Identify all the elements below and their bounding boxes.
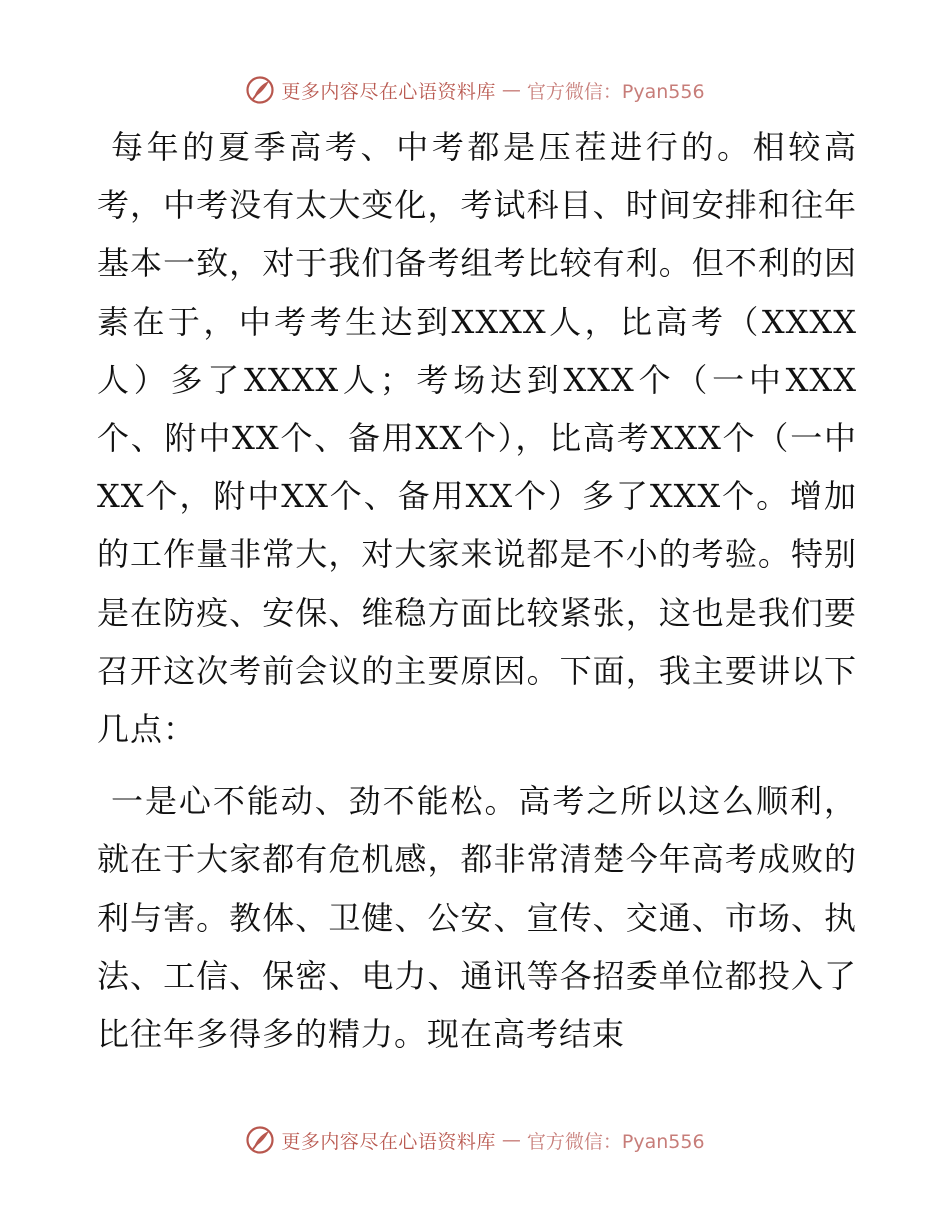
header-brand [245,75,704,105]
quill-pen-logo-icon [245,1125,275,1155]
paragraph-1: 每年的夏季高考、中考都是压茬进行的。相较高考，中考没有太大变化，考试科目、时间安排和往年基本一致，对于我们备考组考比较有利。但不利的因素在于，中考考生达到XXXX人，比高考（XXXX人）多了XXXX人；考场达到XXX个（一中XXX个、附中XX个、备用XX个），比高考XXX个（一中XX个，附中XX个、备用XX个）多了XXX个。增加的工作量非常大，对大家来说都是不小的考验。特别是在防疫、安保、维稳方面比较紧张，这也是我们要召开这次考前会议的主要原因。下面，我主要讲以下几点： [97,128,857,749]
document-body [97,118,857,1063]
brand-dash: — [501,79,521,101]
footer-brand [245,1125,704,1155]
brand-text: 更多内容尽在心语资料库 [281,1130,496,1153]
paragraph-2: 一是心不能动、劲不能松。高考之所以这么顺利，就在于大家都有危机感，都非常清楚今年高考成败的利与害。教体、卫健、公安、宣传、交通、市场、执法、工信、保密、电力、通讯等各招委单位都投入了比往年多得多的精力。现在高考结束 [97,782,857,1054]
page-header [0,70,950,110]
wechat-id: 官方微信：Pyan556 [526,80,705,103]
wechat-id: 官方微信：Pyan556 [526,1130,705,1153]
brand-text: 更多内容尽在心语资料库 [281,80,496,103]
page-footer [0,1120,950,1160]
brand-dash: — [501,1129,521,1151]
quill-pen-logo-icon [245,75,275,105]
